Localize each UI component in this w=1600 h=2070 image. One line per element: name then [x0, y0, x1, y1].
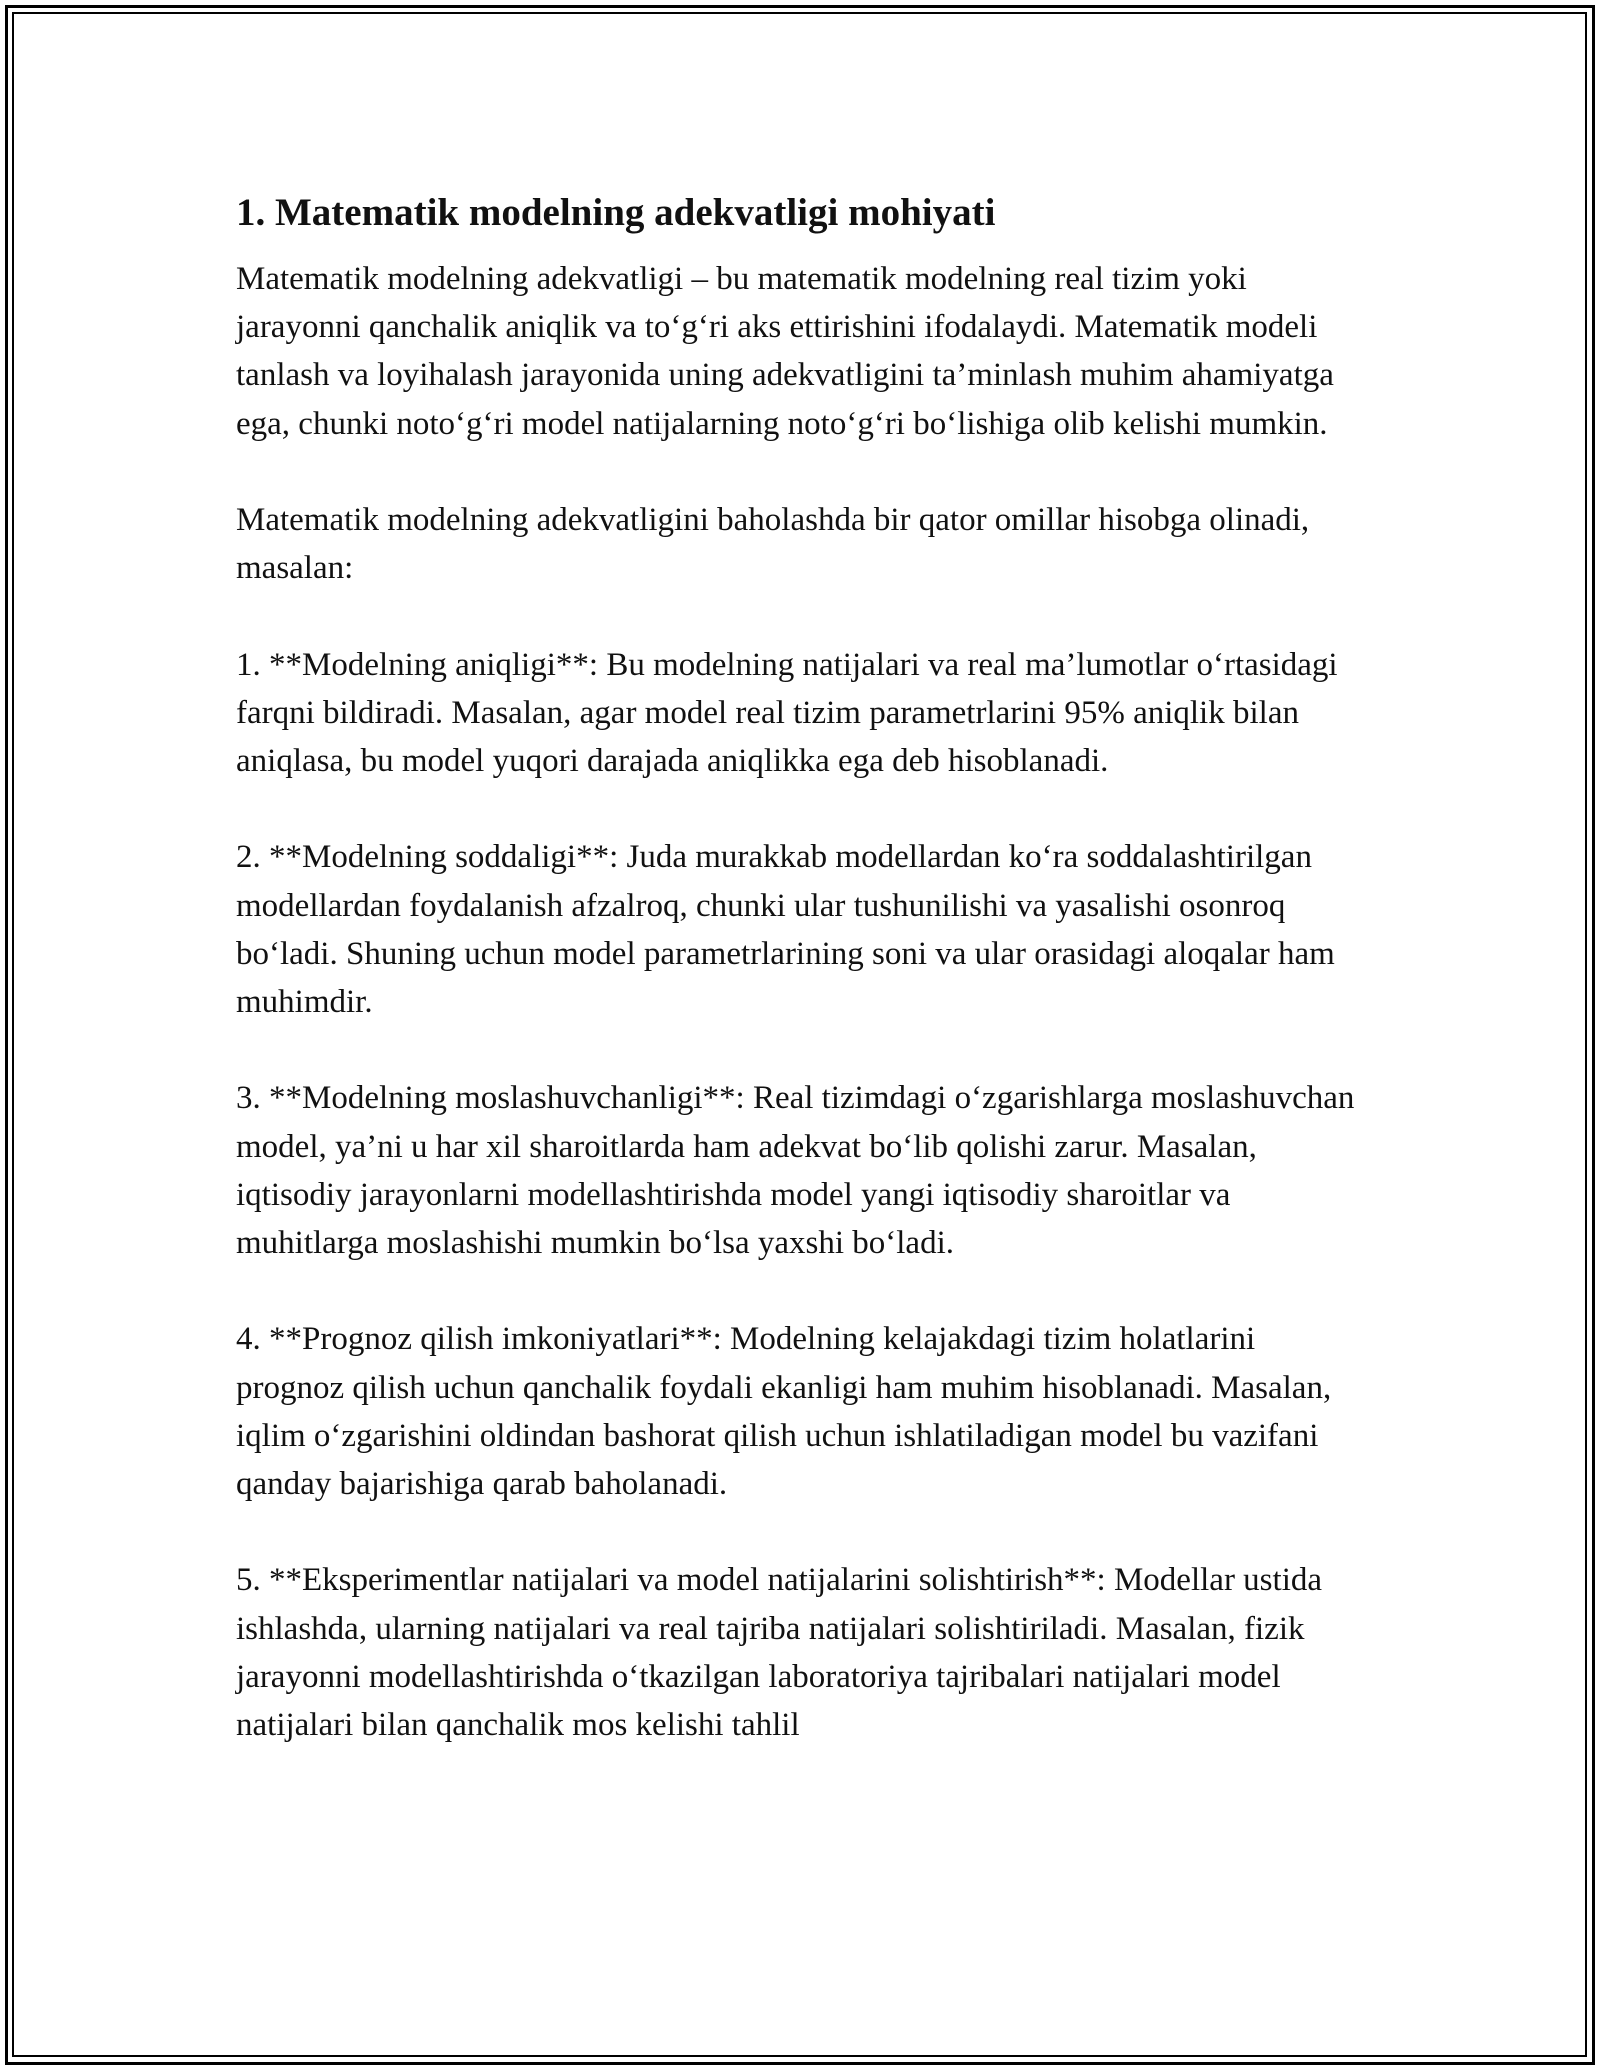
factors-intro-paragraph: Matematik modelning adekvatligini baholashda bir qator omillar hisobga olinadi, masalan:	[236, 502, 1310, 587]
list-item-flexibility: 3. **Modelning moslashuvchanligi**: Real tizimdagi o‘zgarishlarga moslashuvchan model, ya’ni u har xil sharoitlarda ham adekvat bo‘lib qolishi zarur. Masalan, iqtisodiy jarayonlarni modellashtirishda model yangi iqtisodiy sharoitlar va muhitlarga moslashishi mumkin bo‘lsa yaxshi bo‘ladi.	[236, 1080, 1355, 1261]
page-title: 1. Matematik modelning adekvatligi mohiyati	[236, 191, 996, 234]
intro-paragraph: Matematik modelning adekvatligi – bu matematik modelning real tizim yoki jarayonni qanchalik aniqlik va to‘g‘ri aks ettirishini ifodalaydi. Matematik modeli tanlash va loyihalash jarayonida uning adekvatligini ta’minlash muhim ahamiyatga ega, chunki noto‘g‘ri model natijalarning noto‘g‘ri bo‘lishiga olib kelishi mumkin.	[236, 261, 1334, 442]
list-item-accuracy: 1. **Modelning aniqligi**: Bu modelning natijalari va real ma’lumotlar o‘rtasidagi farqni bildiradi. Masalan, agar model real tizim parametrlarini 95% aniqlik bilan aniqlasa, bu model yuqori darajada aniqlikka ega deb hisoblanadi.	[236, 646, 1338, 779]
list-item-forecasting: 4. **Prognoz qilish imkoniyatlari**: Modelning kelajakdagi tizim holatlarini prognoz qilish uchun qanchalik foydali ekanligi ham muhim hisoblanadi. Masalan, iqlim o‘zgarishini oldindan bashorat qilish uchun ishlatiladigan model bu vazifani qanday bajarishiga qarab baholanadi.	[236, 1321, 1332, 1502]
document-body	[236, 185, 1366, 1797]
list-item-experiment-comparison: 5. **Eksperimentlar natijalari va model natijalarini solishtirish**: Modellar ustida ishlashda, ularning natijalari va real tajriba natijalari solishtiriladi. Masalan, fizik jarayonni modellashtirishda o‘tkazilgan laboratoriya tajribalari natijalari model natijalari bilan qanchalik mos kelishi tahlil	[236, 1562, 1323, 1743]
list-item-simplicity: 2. **Modelning soddaligi**: Juda murakkab modellardan ko‘ra soddalashtirilgan modellardan foydalanish afzalroq, chunki ular tushunilishi va yasalishi osonroq bo‘ladi. Shuning uchun model parametrlarining soni va ular orasidagi aloqalar ham muhimdir.	[236, 839, 1335, 1020]
